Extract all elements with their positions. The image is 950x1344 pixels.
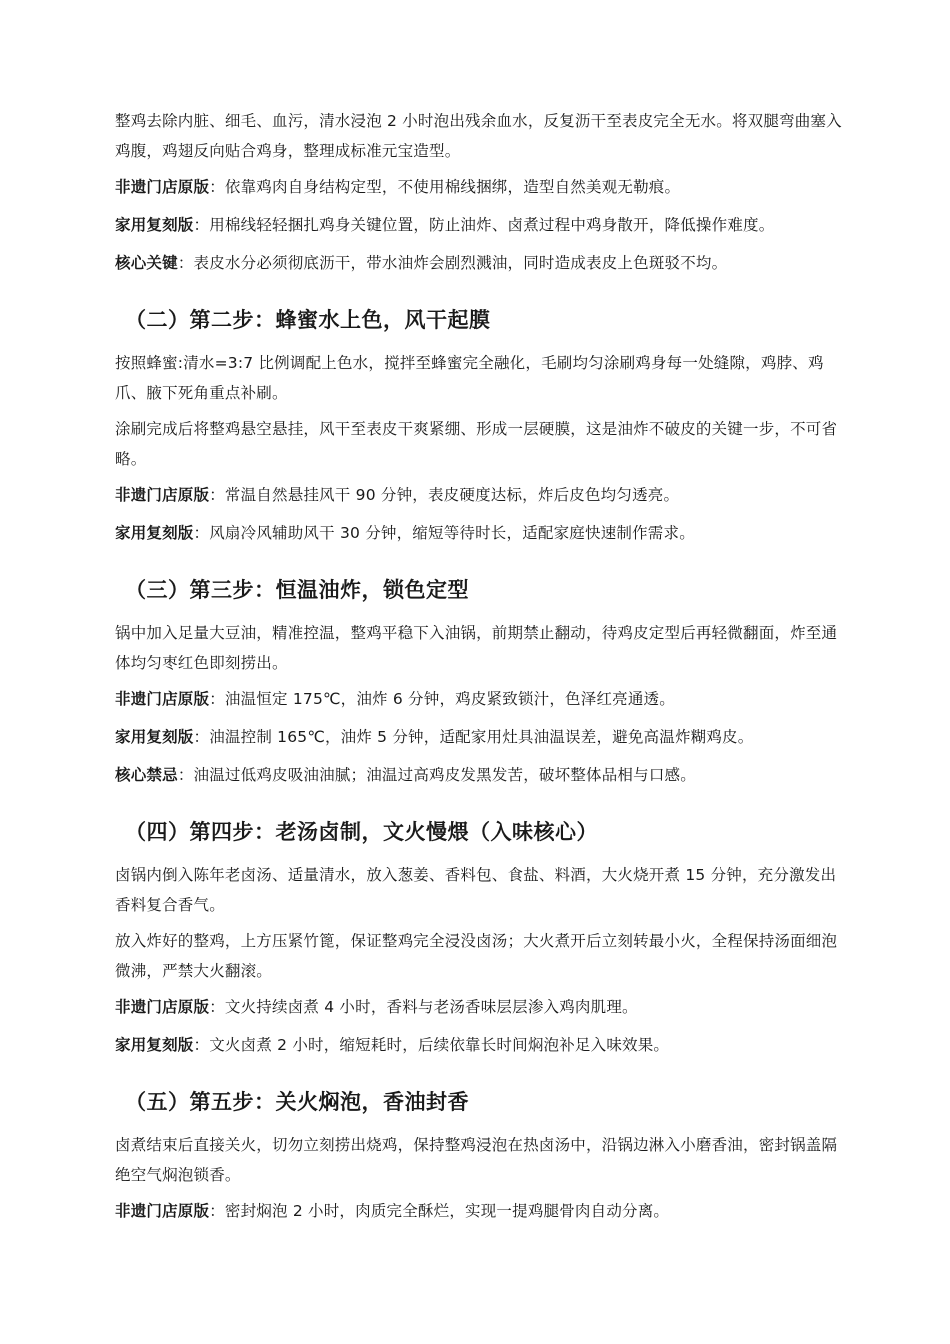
note-label: 非遗门店原版 — [115, 690, 210, 708]
note-label: 非遗门店原版 — [115, 998, 210, 1016]
body-paragraph: 整鸡去除内脏、细毛、血污，清水浸泡 2 小时泡出残余血水，反复沥干至表皮完全无水。将双腿弯曲塞入鸡腹，鸡翅反向贴合鸡身，整理成标准元宝造型。 — [115, 112, 842, 160]
note-text: 风扇冷风辅助风干 30 分钟，缩短等待时长，适配家庭快速制作需求。 — [209, 524, 695, 542]
note-text: 文火持续卤煮 4 小时，香料与老汤香味层层渗入鸡肉肌理。 — [224, 998, 638, 1016]
body-paragraph: 按照蜂蜜:清水=3:7 比例调配上色水，搅拌至蜂蜜完全融化，毛刷均匀涂刷鸡身每一处缝隙，鸡脖、鸡爪、腋下死角重点补刷。 — [115, 354, 824, 402]
document-page — [115, 106, 845, 1234]
body-paragraph: 锅中加入足量大豆油，精准控温，整鸡平稳下入油锅，前期禁止翻动，待鸡皮定型后再轻微翻面，炸至通体均匀枣红色即刻捞出。 — [115, 624, 838, 672]
note-text: 油温控制 165℃，油炸 5 分钟，适配家用灶具油温误差，避免高温炸糊鸡皮。 — [209, 728, 754, 746]
note-separator: ： — [193, 728, 210, 746]
section-heading: （五）第五步：关火焖泡，香油封香 — [125, 1090, 469, 1114]
note-home-version — [115, 722, 845, 752]
note-separator: ： — [209, 178, 225, 196]
note-separator: ： — [209, 486, 225, 504]
body-paragraph: 卤锅内倒入陈年老卤汤、适量清水，放入葱姜、香料包、食盐、料酒，大火烧开煮 15 分钟，充分激发出香料复合香气。 — [115, 866, 837, 914]
note-text: 油温过低鸡皮吸油油腻；油温过高鸡皮发黑发苦，破坏整体品相与口感。 — [193, 766, 696, 784]
body-paragraph: 卤煮结束后直接关火，切勿立刻捞出烧鸡，保持整鸡浸泡在热卤汤中，沿锅边淋入小磨香油，密封锅盖隔绝空气焖泡锁香。 — [115, 1136, 838, 1184]
note-label: 非遗门店原版 — [115, 486, 210, 504]
note-original-store — [115, 992, 845, 1022]
body-paragraph: 涂刷完成后将整鸡悬空悬挂，风干至表皮干爽紧绷、形成一层硬膜，这是油炸不破皮的关键一步，不可省略。 — [115, 420, 838, 468]
note-label: 家用复刻版 — [115, 1036, 194, 1054]
note-label: 非遗门店原版 — [115, 1202, 210, 1220]
note-label: 家用复刻版 — [115, 216, 194, 234]
note-separator: ： — [177, 766, 194, 784]
note-separator: ： — [193, 216, 210, 234]
note-separator: ： — [193, 524, 210, 542]
note-separator: ： — [193, 1036, 210, 1054]
step-section-5 — [115, 1086, 845, 1226]
note-original-store — [115, 1196, 845, 1226]
note-label: 非遗门店原版 — [115, 178, 210, 196]
note-home-version — [115, 518, 845, 548]
section-heading: （二）第二步：蜂蜜水上色，风干起膜 — [125, 308, 491, 332]
note-label: 核心关键 — [115, 254, 178, 272]
intro-section — [115, 106, 845, 278]
note-text: 依靠鸡肉自身结构定型，不使用棉线捆绑，造型自然美观无勒痕。 — [224, 178, 681, 196]
note-text: 表皮水分必须彻底沥干，带水油炸会剧烈溅油，同时造成表皮上色斑驳不均。 — [193, 254, 728, 272]
note-label: 核心禁忌 — [115, 766, 178, 784]
step-section-3 — [115, 574, 845, 790]
note-separator: ： — [209, 1202, 225, 1220]
note-text: 常温自然悬挂风干 90 分钟，表皮硬度达标，炸后皮色均匀透亮。 — [224, 486, 680, 504]
note-separator: ： — [209, 690, 225, 708]
note-original-store — [115, 684, 845, 714]
note-label: 家用复刻版 — [115, 524, 194, 542]
note-text: 密封焖泡 2 小时，肉质完全酥烂，实现一提鸡腿骨肉自动分离。 — [224, 1202, 670, 1220]
note-home-version — [115, 1030, 845, 1060]
section-heading: （四）第四步：老汤卤制，文火慢煨（入味核心） — [125, 820, 598, 844]
note-text: 文火卤煮 2 小时，缩短耗时，后续依靠长时间焖泡补足入味效果。 — [209, 1036, 670, 1054]
note-text: 用棉线轻轻捆扎鸡身关键位置，防止油炸、卤煮过程中鸡身散开，降低操作难度。 — [209, 216, 775, 234]
note-home-version — [115, 210, 845, 240]
body-paragraph: 放入炸好的整鸡，上方压紧竹篦，保证整鸡完全浸没卤汤；大火煮开后立刻转最小火，全程保持汤面细泡微沸，严禁大火翻滚。 — [115, 932, 838, 980]
note-original-store — [115, 172, 845, 202]
note-text: 油温恒定 175℃，油炸 6 分钟，鸡皮紧致锁汁，色泽红亮通透。 — [224, 690, 675, 708]
note-separator: ： — [209, 998, 225, 1016]
note-key-point — [115, 248, 845, 278]
section-heading: （三）第三步：恒温油炸，锁色定型 — [125, 578, 469, 602]
step-section-4 — [115, 816, 845, 1060]
note-label: 家用复刻版 — [115, 728, 194, 746]
note-original-store — [115, 480, 845, 510]
note-separator: ： — [177, 254, 194, 272]
note-taboo — [115, 760, 845, 790]
step-section-2 — [115, 304, 845, 548]
